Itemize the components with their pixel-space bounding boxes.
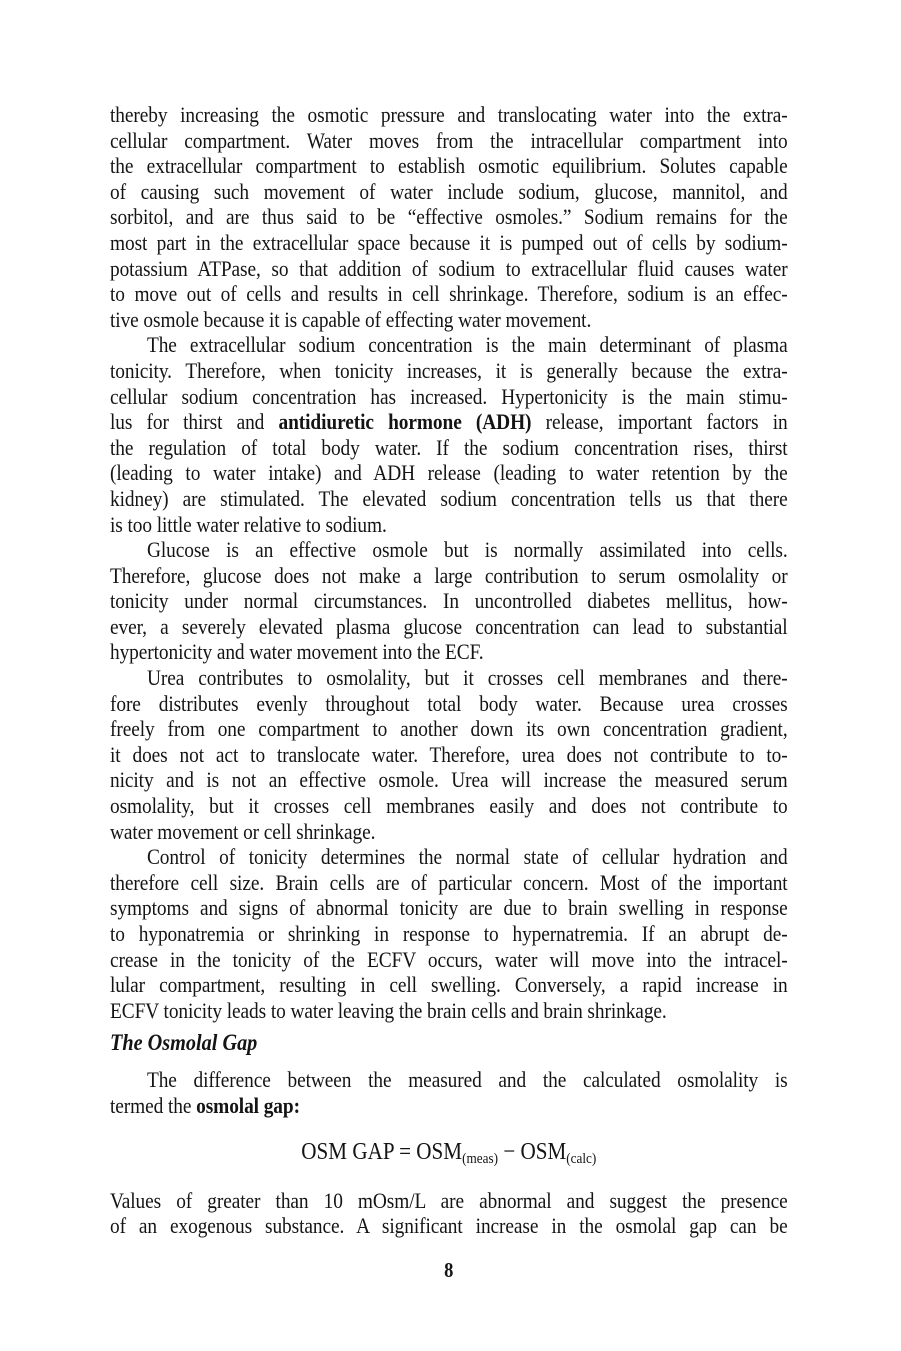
- text-line: osmolality, but it crosses cell membranes easily and does not contribute to: [110, 793, 788, 819]
- text-line: ever, a severely elevated plasma glucose concentration can lead to substantial: [110, 613, 788, 639]
- text-line: cellular sodium concentration has increased. Hypertonicity is the main stimu-: [110, 383, 788, 409]
- text-line: it does not act to translocate water. Therefore, urea does not contribute to to-: [110, 741, 788, 767]
- text-line: Glucose is an effective osmole but is normally assimilated into cells.: [146, 537, 788, 563]
- text-line: Values of greater than 10 mOsm/L are abnormal and suggest the presence: [110, 1187, 788, 1213]
- text-line: lular compartment, resulting in cell swelling. Conversely, a rapid increase in: [110, 972, 788, 998]
- page-number: 8: [444, 1257, 454, 1282]
- text-line: Control of tonicity determines the normal state of cellular hydration and: [146, 844, 788, 870]
- text-line: lus for thirst and antidiuretic hormone (ADH) release, important factors in: [110, 409, 788, 435]
- text-line: sorbitol, and are thus said to be “effective osmoles.” Sodium remains for the: [110, 204, 788, 230]
- section-heading: The Osmolal Gap: [110, 1030, 258, 1056]
- equation-subscript: (calc): [566, 1150, 597, 1167]
- text-line: symptoms and signs of abnormal tonicity are due to brain swelling in response: [110, 895, 788, 921]
- paragraph: [110, 1067, 788, 1118]
- text-line: the extracellular compartment to establish osmotic equilibrium. Solutes capable: [110, 153, 788, 179]
- paragraph: [110, 332, 788, 537]
- text-line: hypertonicity and water movement into the ECF.: [110, 639, 484, 665]
- text-line: to move out of cells and results in cell shrinkage. Therefore, sodium is an effec-: [110, 281, 788, 307]
- osmolal-gap-equation: [110, 1137, 788, 1174]
- paragraph: [110, 1188, 788, 1239]
- text-line: of causing such movement of water include sodium, glucose, mannitol, and: [110, 178, 788, 204]
- text-line: The extracellular sodium concentration is the main determinant of plasma: [146, 332, 788, 358]
- text-line: Therefore, glucose does not make a large contribution to serum osmolality or: [110, 562, 788, 588]
- paragraph: [110, 665, 788, 844]
- text-line: the regulation of total body water. If the sodium concentration rises, thirst: [110, 434, 788, 460]
- text-line: cellular compartment. Water moves from the intracellular compartment into: [110, 127, 788, 153]
- text-line: water movement or cell shrinkage.: [110, 818, 376, 844]
- text-line: termed the osmolal gap:: [110, 1092, 300, 1118]
- text-line: (leading to water intake) and ADH release (leading to water retention by the: [110, 460, 788, 486]
- text-line: fore distributes evenly throughout total body water. Because urea crosses: [110, 690, 788, 716]
- text-line: most part in the extracellular space because it is pumped out of cells by sodium-: [110, 229, 788, 255]
- text-line: The difference between the measured and the calculated osmolality is: [146, 1067, 788, 1093]
- body-text: [110, 102, 788, 1283]
- text-line: to hyponatremia or shrinking in response to hypernatremia. If an abrupt de-: [110, 921, 788, 946]
- text-line: kidney) are stimulated. The elevated sodium concentration tells us that there: [110, 485, 788, 511]
- text-line: nicity and is not an effective osmole. Urea will increase the measured serum: [110, 767, 788, 793]
- text-line: of an exogenous substance. A significant increase in the osmolal gap can be: [110, 1213, 788, 1239]
- equation-subscript: (meas): [462, 1150, 498, 1167]
- text-line: freely from one compartment to another down its own concentration gradient,: [110, 716, 788, 742]
- equation-term: − OSM: [497, 1138, 567, 1165]
- paragraph: [110, 844, 788, 1023]
- text-line: tive osmole because it is capable of effecting water movement.: [110, 306, 592, 332]
- paragraph: [110, 102, 788, 332]
- text-line: therefore cell size. Brain cells are of particular concern. Most of the important: [110, 869, 788, 895]
- text-line: ECFV tonicity leads to water leaving the brain cells and brain shrinkage.: [110, 997, 667, 1023]
- text-line: potassium ATPase, so that addition of sodium to extracellular fluid causes water: [110, 255, 788, 281]
- text-line: is too little water relative to sodium.: [110, 511, 387, 537]
- paragraph: [110, 537, 788, 665]
- text-line: thereby increasing the osmotic pressure and translocating water into the extra-: [110, 102, 788, 127]
- text-line: tonicity. Therefore, when tonicity increases, it is generally because the extra-: [110, 357, 788, 383]
- text-line: Urea contributes to osmolality, but it crosses cell membranes and there-: [146, 665, 788, 691]
- text-line: tonicity under normal circumstances. In uncontrolled diabetes mellitus, how-: [110, 588, 788, 614]
- text-line: crease in the tonicity of the ECFV occurs, water will move into the intracel-: [110, 946, 788, 972]
- equation-term: OSM GAP = OSM: [301, 1138, 463, 1165]
